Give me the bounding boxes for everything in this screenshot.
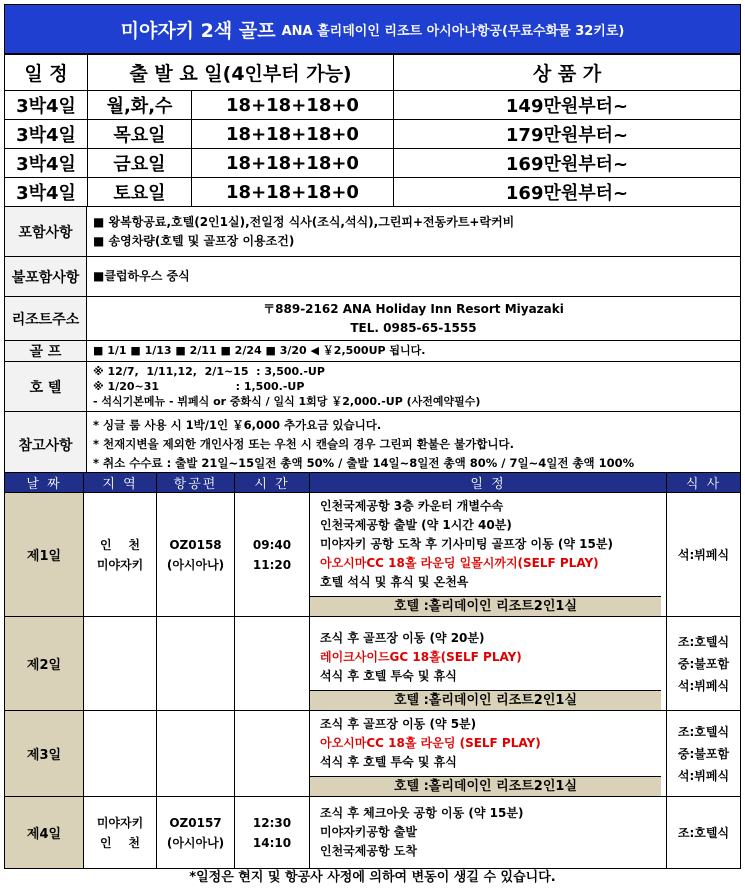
schedule-line-golf: 아오시마CC 18홀 라운딩 (SELF PLAY) [320, 736, 541, 750]
day-cell: 제1일 [5, 493, 84, 617]
flight-cell [157, 493, 235, 617]
notes-label: 참고사항 [5, 412, 87, 478]
meal-line: 중:불포함 [677, 746, 730, 761]
price-cell: 179만원부터~ [394, 120, 741, 149]
title-main: 미야자키 2색 골프 [120, 19, 276, 42]
info-table [4, 206, 741, 478]
day-cell: 토요일 [88, 178, 192, 207]
header-price: 상 품 가 [394, 55, 741, 91]
schedule-line: 미야자키공항 출발 [320, 825, 417, 839]
price-row [5, 91, 741, 120]
price-table [4, 54, 741, 207]
region-cell [84, 711, 157, 797]
hotel-line: - 석식기본메뉴 - 뷔페식 or 중화식 / 일식 1회당 ￥2,000.-UP (사전예약필수) [93, 395, 481, 408]
duration-cell: 3박4일 [5, 91, 88, 120]
price-row [5, 149, 741, 178]
flight-line: OZ0157 [169, 815, 222, 830]
excluded-value: ■클럽하우스 중식 [87, 257, 741, 297]
region-cell [84, 493, 157, 617]
flight-line: (아시아나) [166, 557, 225, 572]
day-cell: 제4일 [5, 797, 84, 869]
schedule-line: 인천국제공항 도착 [320, 844, 417, 858]
schedule-line: 조식 후 골프장 이동 (약 20분) [320, 631, 485, 645]
golf-value: ■ 1/1 ■ 1/13 ■ 2/11 ■ 2/24 ■ 3/20 ◀ ￥2,500UP 됩니다. [87, 341, 741, 362]
meal-line: 조:호텔식 [677, 634, 730, 649]
schedule-line: 석식 후 호텔 투숙 및 휴식 [320, 755, 457, 769]
address-row [5, 297, 741, 341]
schedule-cell [310, 617, 667, 711]
region-line: 인 천 [100, 835, 140, 850]
meals-cell [667, 797, 741, 869]
schedule-wrap [310, 493, 666, 616]
included-line: ■ 송영차량(호텔 및 골프장 이용조건) [93, 233, 295, 248]
rounds-cell: 18+18+18+0 [192, 149, 394, 178]
schedule-line-golf: 레이크사이드GC 18홀(SELF PLAY) [320, 650, 522, 664]
price-header-row [5, 55, 741, 91]
included-row [5, 207, 741, 257]
schedule-lines [310, 800, 666, 865]
flight-cell [157, 617, 235, 711]
rounds-cell: 18+18+18+0 [192, 178, 394, 207]
meal-line: 조:호텔식 [677, 724, 730, 739]
excluded-row [5, 257, 741, 297]
day-cell: 목요일 [88, 120, 192, 149]
time-line: 11:20 [252, 557, 292, 572]
schedule-lines [310, 711, 666, 776]
duration-cell: 3박4일 [5, 178, 88, 207]
header-schedule: 일 정 [310, 473, 667, 493]
meals-cell [667, 493, 741, 617]
schedule-line-golf: 아오시마CC 18홀 라운딩 일몰시까지(SELF PLAY) [320, 556, 599, 570]
note-line: * 싱글 룸 사용 시 1박/1인 ￥6,000 추가요금 있습니다. [93, 418, 382, 432]
hotel-value [87, 362, 741, 412]
schedule-line: 인천국제공항 출발 (약 1시간 40분) [320, 518, 512, 532]
price-row [5, 120, 741, 149]
hotel-bar: 호텔 :홀리데이인 리조트2인1실 [310, 690, 661, 710]
golf-label: 골 프 [5, 341, 87, 362]
price-cell: 169만원부터~ [394, 149, 741, 178]
meal-line: 중:불포함 [677, 656, 730, 671]
flight-line: (아시아나) [166, 835, 225, 850]
time-line: 14:10 [252, 835, 292, 850]
itinerary-table [4, 472, 741, 869]
itinerary-row [5, 617, 741, 711]
note-line: * 천재지변을 제외한 개인사정 또는 우천 시 캔슬의 경우 그린피 환불은 불가합니다. [93, 437, 515, 451]
schedule-lines [310, 617, 666, 690]
flight-line: OZ0158 [169, 537, 222, 552]
hotel-row [5, 362, 741, 412]
title-sub: ANA 홀리데이인 리조트 아시아나항공(무료수화물 32키로) [281, 23, 625, 39]
schedule-line: 인천국제공항 3층 카운터 개별수속 [320, 499, 504, 513]
hotel-bar: 호텔 :홀리데이인 리조트2인1실 [310, 596, 661, 616]
flight-cell [157, 711, 235, 797]
notes-value [87, 412, 741, 478]
excluded-label: 불포함사항 [5, 257, 87, 297]
meals-cell [667, 711, 741, 797]
time-line: 12:30 [252, 815, 292, 830]
hotel-bar: 호텔 :홀리데이인 리조트2인1실 [310, 776, 661, 796]
duration-cell: 3박4일 [5, 120, 88, 149]
address-value [87, 297, 741, 341]
rounds-cell: 18+18+18+0 [192, 91, 394, 120]
schedule-line: 미야자키 공항 도착 후 기사미팅 골프장 이동 (약 15분) [320, 537, 613, 551]
tel-line: TEL. 0985-65-1555 [350, 320, 477, 335]
rounds-cell: 18+18+18+0 [192, 120, 394, 149]
region-line: 인 천 [100, 537, 140, 552]
included-value [87, 207, 741, 257]
hotel-line: ※ 1/20~31 : 1,500.-UP [93, 380, 305, 393]
duration-cell: 3박4일 [5, 149, 88, 178]
notes-row [5, 412, 741, 478]
header-duration: 일 정 [5, 55, 88, 91]
time-cell [235, 711, 310, 797]
hotel-label: 호 텔 [5, 362, 87, 412]
note-line: * 취소 수수료 : 출발 21일~15일전 총액 50% / 출발 14일~8일전 총액 80% / 7일~4일전 총액 100% [93, 456, 635, 470]
schedule-line: 조식 후 체크아웃 공항 이동 (약 15분) [320, 806, 524, 820]
price-cell: 169만원부터~ [394, 178, 741, 207]
schedule-wrap [310, 711, 666, 796]
meal-line: 석:뷔페식 [677, 768, 730, 783]
golf-row [5, 341, 741, 362]
header-meals: 식 사 [667, 473, 741, 493]
meal-line: 석:뷔페식 [677, 547, 730, 562]
day-cell: 금요일 [88, 149, 192, 178]
schedule-line: 조식 후 골프장 이동 (약 5분) [320, 717, 477, 731]
schedule-line: 호텔 석식 및 휴식 및 온천욕 [320, 575, 469, 589]
schedule-cell [310, 493, 667, 617]
hotel-line: ※ 12/7, 1/11,12, 2/1~15 : 3,500.-UP [93, 365, 325, 378]
day-cell: 제2일 [5, 617, 84, 711]
header-region: 지 역 [84, 473, 157, 493]
flight-cell [157, 797, 235, 869]
price-cell: 149만원부터~ [394, 91, 741, 120]
schedule-cell [310, 711, 667, 797]
time-line: 09:40 [252, 537, 292, 552]
meals-cell [667, 617, 741, 711]
day-cell: 월,화,수 [88, 91, 192, 120]
time-cell [235, 493, 310, 617]
header-date: 날 짜 [5, 473, 84, 493]
title-bar [4, 4, 741, 54]
region-line: 미야자키 [96, 815, 144, 830]
included-label: 포함사항 [5, 207, 87, 257]
schedule-lines [310, 493, 666, 596]
schedule-line: 석식 후 호텔 투숙 및 휴식 [320, 669, 457, 683]
itinerary-row [5, 493, 741, 617]
included-line: ■ 왕복항공료,호텔(2인1실),전일정 식사(조식,석식),그린피+전동카트+락커비 [93, 214, 515, 229]
day-cell: 제3일 [5, 711, 84, 797]
meal-line: 조:호텔식 [677, 825, 730, 840]
region-cell [84, 617, 157, 711]
footer-note: *일정은 현지 및 항공사 사정에 의하여 변동이 생길 수 있습니다. [189, 870, 556, 885]
region-cell [84, 797, 157, 869]
time-cell [235, 617, 310, 711]
meal-line: 석:뷔페식 [677, 678, 730, 693]
address-label: 리조트주소 [5, 297, 87, 341]
schedule-cell [310, 797, 667, 869]
time-cell [235, 797, 310, 869]
itinerary-row [5, 711, 741, 797]
header-departure-day: 출 발 요 일(4인부터 가능) [88, 55, 394, 91]
itinerary-row [5, 797, 741, 869]
schedule-wrap [310, 617, 666, 710]
address-line: 〒889-2162 ANA Holiday Inn Resort Miyazaki [263, 301, 564, 316]
itinerary-header-row [5, 473, 741, 493]
price-row [5, 178, 741, 207]
region-line: 미야자키 [96, 557, 144, 572]
header-flight: 항공편 [157, 473, 235, 493]
header-time: 시 간 [235, 473, 310, 493]
